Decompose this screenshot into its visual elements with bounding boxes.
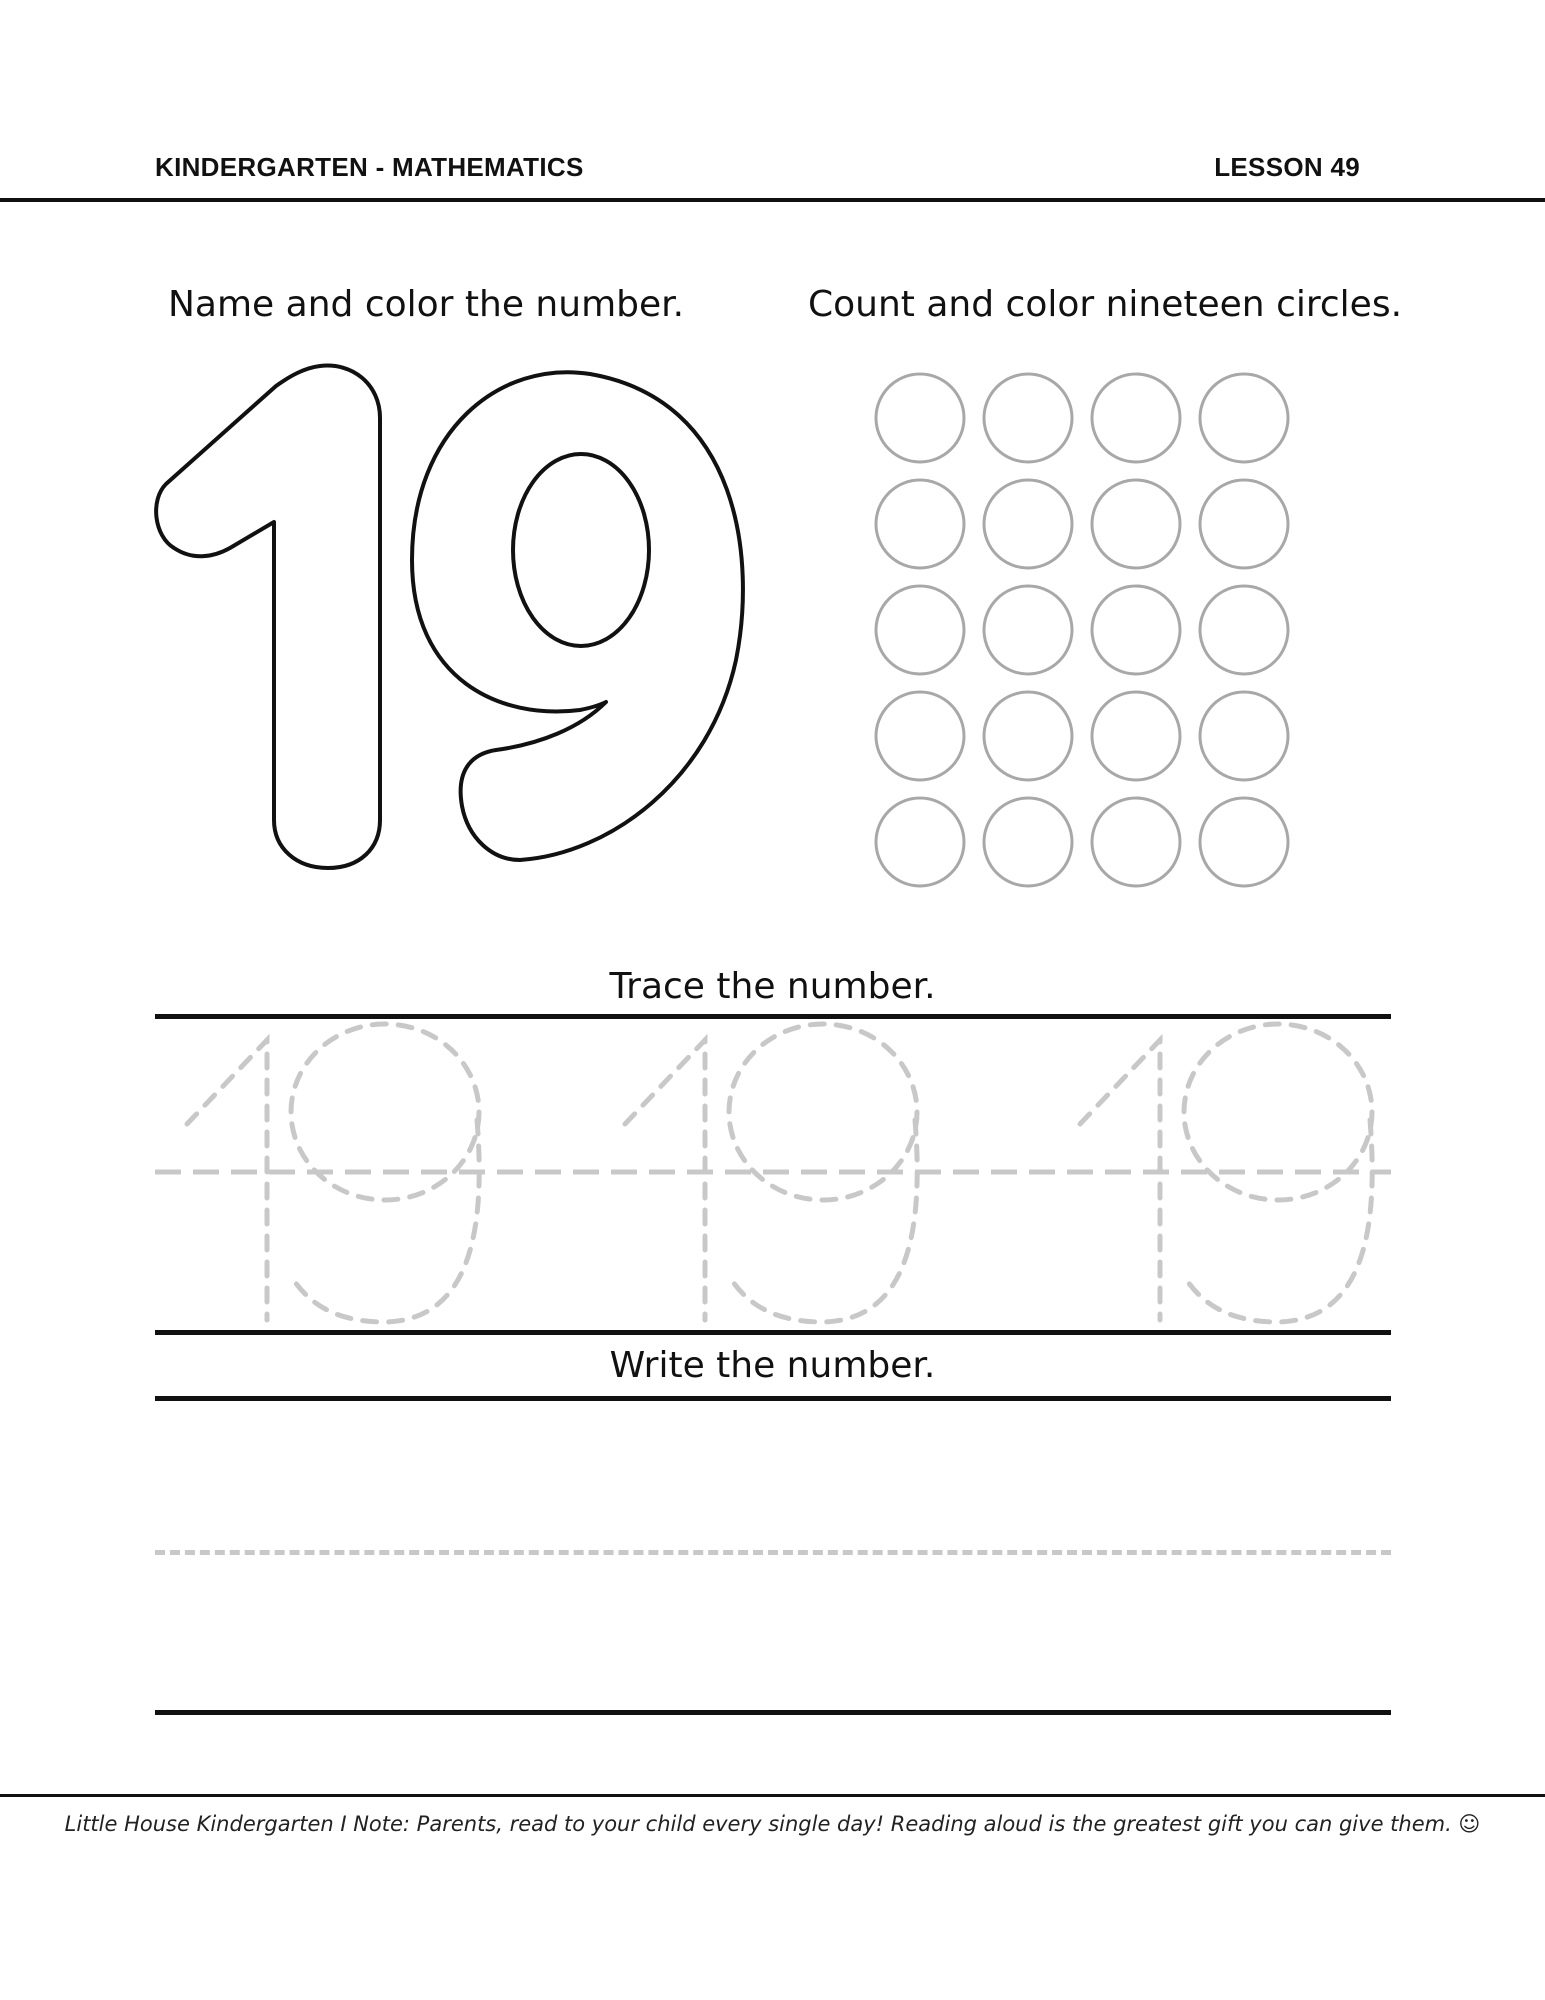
footer-divider	[0, 1794, 1545, 1797]
count-circle[interactable]	[984, 374, 1072, 462]
instruction-name-color: Name and color the number.	[168, 284, 685, 325]
count-circle[interactable]	[1200, 692, 1288, 780]
instruction-count-color: Count and color nineteen circles.	[808, 284, 1403, 325]
trace-bottom-line	[155, 1330, 1391, 1335]
count-circle[interactable]	[1092, 480, 1180, 568]
count-circle[interactable]	[1200, 798, 1288, 886]
write-bottom-line[interactable]	[155, 1710, 1391, 1715]
trace-top-line	[155, 1014, 1391, 1019]
count-circle[interactable]	[876, 798, 964, 886]
count-circle[interactable]	[1092, 692, 1180, 780]
circle-grid	[874, 372, 1294, 892]
outline-number-19[interactable]	[140, 360, 760, 880]
outline-digit-9[interactable]	[412, 372, 743, 860]
count-circle[interactable]	[984, 798, 1072, 886]
count-circle[interactable]	[1200, 586, 1288, 674]
count-circle[interactable]	[1092, 798, 1180, 886]
write-midline	[155, 1550, 1391, 1555]
count-circle[interactable]	[876, 480, 964, 568]
count-circle[interactable]	[876, 692, 964, 780]
instruction-write: Write the number.	[609, 1345, 936, 1386]
count-circle[interactable]	[984, 692, 1072, 780]
count-circle[interactable]	[1200, 480, 1288, 568]
trace-area[interactable]	[155, 1020, 1391, 1340]
count-circle[interactable]	[984, 480, 1072, 568]
count-circle[interactable]	[1092, 586, 1180, 674]
count-circle[interactable]	[984, 586, 1072, 674]
write-top-line	[155, 1396, 1391, 1401]
count-circle[interactable]	[876, 586, 964, 674]
outline-digit-9-hole	[513, 454, 649, 646]
count-circle[interactable]	[1092, 374, 1180, 462]
lesson-number: LESSON 49	[1214, 152, 1360, 182]
header-divider	[0, 198, 1545, 202]
instruction-trace: Trace the number.	[609, 966, 936, 1007]
outline-digit-1[interactable]	[156, 366, 380, 868]
subject-title: KINDERGARTEN - MATHEMATICS	[155, 152, 584, 182]
count-circle[interactable]	[1200, 374, 1288, 462]
footer-note: Little House Kindergarten I Note: Parents, read to your child every single day! Reading aloud is the greatest gift you can give them. ☺	[64, 1812, 1481, 1836]
count-circle[interactable]	[876, 374, 964, 462]
